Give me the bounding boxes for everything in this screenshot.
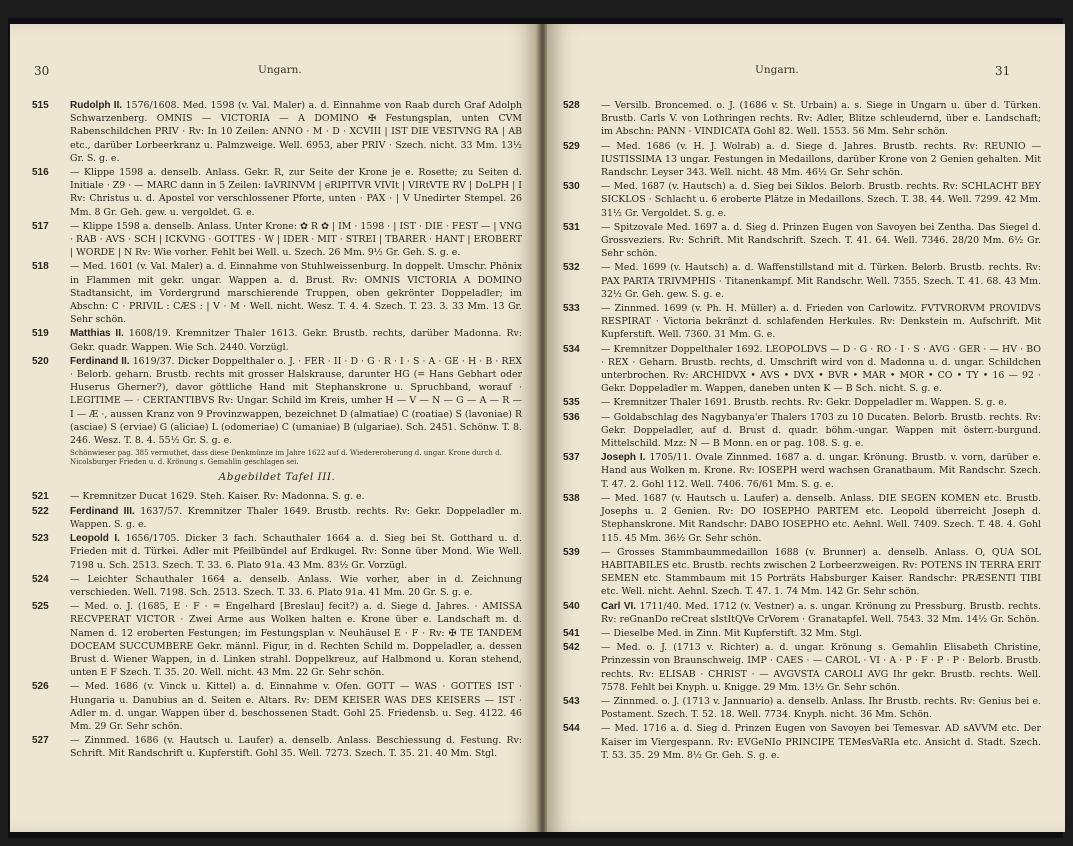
entry-text: — Grosses Stammbaummedaillon 1688 (v. Brunner) a. denselb. Anlass. O, QUA SOL HABITABILES etc. Brustb. rechts zwischen 2 Lorbeerzweigen. Rv: POTENS IN TERRA ERIT SEMEN etc. Stammbaum mit 15 Porträts Habsburger Kaiser. Randschr: PRÆSENTI TIBI etc. Well. nicht. Aehnl. Szech. T. 47. 1. 74 Mm. 142 Gr. Sehr schön. [601,546,1041,598]
entry-ruler: Leopold I. [70,533,120,545]
catalog-entry [32,734,522,760]
catalog-entry [563,343,1041,396]
catalog-entry [563,722,1041,762]
entry-number: 543 [563,695,580,707]
entry-number: 540 [563,600,580,612]
right-page [547,24,1065,832]
entry-text: 1711/40. Med. 1712 (v. Vestner) a. s. ungar. Krönung zu Pressburg. Brustb. rechts. Rv: reGnanDo reCreat sIstItQVe CrVorem · Granatapfel. Well. 7543. 32 Mm. 14½ Gr. Schön. [601,600,1041,625]
entry-number: 534 [563,343,580,355]
entry-ruler: Ferdinand III. [70,505,135,517]
right-entries [563,99,1041,763]
entry-text: — Med. 1687 (v. Hautsch u. Laufer) a. denselb. Anlass. DIE SEGEN KOMEN etc. Brustb. Josephs u. 2 Genien. Rv: DO IOSEPHO PARTEM etc. Leopold überreicht Joseph d. Stephanskrone. Mit Randschr: DABO IOSEPHO etc. Aehnl. Well. 7409. Szech. T. 48. 4. Gohl 115. 45 Mm. 36½ Gr. Sehr schön. [601,492,1041,544]
entry-text: — Med. 1716 a. d. Sieg d. Prinzen Eugen von Savoyen bei Temesvar. AD sAVVM etc. Der Kaiser im Viergespann. Rv: EVGeNIo PRINCIPE TEMesVaRIa etc. Ansicht d. Stadt. Szech. T. 53. 35. 29 Mm. 8½ Gr. Geh. S. g. e. [601,723,1041,761]
entry-text: — Med. 1686 (v. H. J. Wolrab) a. d. Siege d. Jahres. Brustb. rechts. Rv: REUNIO — IUSTISSIMA 13 ungar. Festungen in Medaillons, darüber Krone von 2 Genien gehalten. Mit Randschr. Leyser 343. Well. nicht. 48 Mm. 46½ Gr. Sehr schön. [601,140,1041,179]
catalog-entry [563,695,1041,721]
catalog-entry [32,532,522,572]
entry-number: 520 [32,355,49,367]
entry-number: 523 [32,533,49,545]
catalog-entry [563,600,1041,626]
entry-number: 517 [32,220,49,232]
entry-text: 1705/11. Ovale Zinnmed. 1687 a. d. ungar. Krönung. Brustb. v. vorn, darüber e. Hand aus Wolken m. Krone. Rv: IOSEPH werd wachsen Granatbaum. Mit Randschr. Szech. T. 47. 2. Gohl 112. Well. 7406. 76/61 Mm. S. g. e. [601,452,1041,490]
catalog-entry [563,641,1041,694]
page-number-left: 30 [34,64,50,78]
catalog-entry [32,220,522,260]
catalog-entry [563,492,1041,545]
entry-text: — Klippe 1598 a. denselb. Anlass. Gekr. R, zur Seite der Krone je e. Rosette; zu Seiten d. Initiale · Z9 · — MARC dann in 5 Zeilen: IaVRINVM | eRIPITVR VIVIt | VIRtVTE RV | DoLPH | I Rv: Christus u. d. Apostel vor verschlossener Pforte, unten · PAX · | V Unedirter Stempel. 26 Mm. 8 Gr. Geh. gew. u. vergoldet. G. e. [70,167,522,218]
entry-text: — Zinnmed. o. J. (1713 v. Jannuario) a. denselb. Anlass. Ihr Brustb. rechts. Rv: Genius bei e. Postament. Szech. T. 52. 18. Well. 7734. Knyph. nicht. 36 Mm. Schön. [601,695,1041,721]
entry-number: 544 [563,723,580,735]
entry-text: — Kremnitzer Ducat 1629. Steh. Kaiser. Rv: Madonna. S. g. e. [70,491,365,503]
entry-text: — Med. 1687 (v. Hautsch) a. d. Sieg bei Siklos. Belorb. Brustb. rechts. Rv: SCHLACHT BEY SICKLOS · Schlacht u. 6 eroberte Plätze in Medaillons. Szech. T. 38. 44. Well. 7299. 42 Mm. 31½ Gr. Vergoldet. S. g. e. [601,181,1041,219]
catalog-entry [563,99,1041,139]
entry-ruler: Matthias II. [70,328,124,340]
entry-number: 518 [32,261,49,273]
catalog-entry [563,411,1041,451]
catalog-entry [32,600,522,679]
entry-text: — Med. o. J. (1713 v. Richter) a. d. ungar. Krönung s. Gemahlin Elisabeth Christine, Prinzessin von Braunschweig. IMP · CAES · — CAROL · VI · A · P · F · P · P · Belorb. Brustb. rechts. Rv: ELISAB · CHRIST · — AVGVSTA CAROLI AVG Ihr gekr. Brustb. rechts. Well. 7578. Fehlt bei Knyph. u. Knigge. 29 Mm. 13½ Gr. Sehr schön. [601,642,1041,693]
catalog-entry [32,260,522,326]
entry-number: 515 [32,100,49,111]
entry-number: 522 [32,505,49,517]
entry-number: 542 [563,642,580,654]
entry-number: 539 [563,546,580,558]
catalog-entry [32,327,522,353]
entry-text: — Versilb. Broncemed. o. J. (1686 v. St. Urbain) a. s. Siege in Ungarn u. über d. Türken. Brustb. Carls V. von Lothringen rechts. Rv: Adler, Blitze schleudernd, über e. Landschaft; im Abschn: PANN · VINDICATA Gohl 82. Well. 1553. 56 Mm. Sehr schön. [601,100,1041,138]
plate-caption: Abgebildet Tafel III. [218,471,336,484]
entry-number: 533 [563,303,580,315]
entry-number: 528 [563,100,580,111]
catalog-entry [563,396,1041,409]
left-page [10,24,538,832]
catalog-entry [563,546,1041,599]
entry-text: — Kremnitzer Doppelthaler 1692. LEOPOLDVS — D · G · RO · I · S · AVG · GER · — HV · BO · REX · Geharn. Brustb. rechts, d. Umschrift wird von d. Madonna u. d. ungar. Schildchen unterbrochen. Rv: ARCHIDVX • AVS • DVX • BVR • MAR • MOR • CO • TY • 16 — 92 · Gekr. Doppeladler m. Wappen, daneben unten K — B Sch. nicht. S. g. e. [601,343,1041,395]
entry-number: 526 [32,681,49,693]
catalog-entry [32,573,522,599]
catalog-entry [32,505,522,531]
page-number-right: 31 [995,64,1011,78]
entry-number: 525 [32,601,49,613]
entry-text: — Med. 1601 (v. Val. Maler) a. d. Einnahme von Stuhlweissenburg. In doppelt. Umschr. Phönix in Flammen mit gekr. ungar. Wappen a. d. Brust. Rv: OMNIS VICTORIA A DOMINO Stadtansicht, im Vordergrund marschierende Truppen, oben gekrönter Doppeladler; im Abschn: C · PRIVIL : CÆS : | V · M · Well. nicht. Wesz. T. 4. 4. Szech. T. 23. 3. 33 Mm. 13 Gr. Sehr schön. [70,261,522,326]
entry-number: 530 [563,181,580,193]
entry-number: 521 [32,491,49,503]
catalog-entry [563,261,1041,301]
catalog-entry [563,627,1041,640]
footnote: Schönwieser pag. 385 vermuthet, dass diese Denkmünze im Jahre 1622 auf d. Wiedereroberung d. ungar. Krone durch d. Nicolsburger Frieden u. d. Krönung s. Gemahlin geschlagen sei. [70,449,502,467]
entry-text: — Med. 1686 (v. Vinck u. Kittel) a. d. Einnahme v. Ofen. GOTT — WAS · GOTTES IST · Hungaria u. Danubius an d. Seiten e. Altars. Rv: DEM KEISER WAS DES KEISERS — IST · Adler m. d. ungar. Wappen über d. beschossenen Stadt. Gohl 25. Friedensb. u. Seg. 4122. 46 Mm. 29 Gr. Sehr schön. [70,681,522,732]
catalog-entry [32,355,522,447]
entry-number: 538 [563,492,580,504]
entry-text: 1608/19. Kremnitzer Thaler 1613. Gekr. Brustb. rechts, darüber Madonna. Rv: Gekr. quadr. Wappen. Wie Sch. 2440. Vorzügl. [70,328,522,353]
entry-text: 1576/1608. Med. 1598 (v. Val. Maler) a. d. Einnahme von Raab durch Graf Adolph Schwarzenberg. OMNIS — VICTORIA — A DOMINO ✠ Festungsplan, unten CVM Rabenschildchen PRIV · Rv: In 10 Zeilen: ANNO · M · D · XCVIII | IST DIE VESTVNG RA | AB etc., darüber Lorbeerkranz u. Palmzweige. Well. 6953, aber PRIV · Szech. nicht. 33 Mm. 13½ Gr. S. g. e. [70,100,523,164]
running-head-left: Ungarn. [258,64,302,76]
catalog-entry [32,99,522,165]
catalog-entry [563,180,1041,220]
catalog-entry [563,451,1041,491]
entry-number: 541 [563,627,580,639]
entry-number: 529 [563,140,580,152]
catalog-entry [32,490,522,503]
entry-text: 1637/57. Kremnitzer Thaler 1649. Brustb. rechts. Rv: Gekr. Doppeladler m. Wappen. S. g. e. [70,505,522,530]
running-head-right: Ungarn. [755,64,799,76]
entry-number: 524 [32,573,49,585]
entry-number: 531 [563,221,580,233]
entry-text: — Kremnitzer Thaler 1691. Brustb. rechts. Rv: Gekr. Doppeladler m. Wappen. S. g. e. [601,397,1007,409]
entry-number: 536 [563,411,580,423]
entry-text: — Spitzovale Med. 1697 a. d. Sieg d. Prinzen Eugen von Savoyen bei Zentha. Das Siegel d. Grossveziers. Rv: Schrift. Mit Randschrift. Szech. T. 41. 64. Well. 7346. 28/20 Mm. 6½ Gr. Sehr schön. [601,221,1041,260]
catalog-entry [563,221,1041,261]
entry-ruler: Ferdinand II. [70,355,130,367]
entry-ruler: Carl VI. [601,600,637,612]
entry-text: — Goldabschlag des Nagybanya'er Thalers 1703 zu 10 Ducaten. Belorb. Brustb. rechts. Rv: Gekr. Doppeladler, auf d. Brust d. quadr. böhm.-ungar. Wappen mit österr.-burgund. Mittelschild. Mzz: N — B Monn. en or pag. 108. S. g. e. [601,411,1041,450]
catalog-entry [563,302,1041,342]
entry-text: — Dieselbe Med. in Zinn. Mit Kupferstift. 32 Mm. Stgl. [601,627,862,639]
entry-number: 527 [32,735,49,747]
entry-text: — Zinnmed. 1699 (v. Ph. H. Müller) a. d. Frieden von Carlowitz. FVTVRORVM PROVIDVS RESPIRAT · Victoria bekränzt d. schlafenden Herkules. Rv: Denkstein m. Aufschrift. Mit Kupferstift. Well. 7360. 31 Mm. G. e. [601,303,1041,341]
entry-text: 1619/37. Dicker Doppelthaler o. J. · FER · II · D · G · R · I · S · A · GE · H · B · REX · Belorb. geharn. Brustb. rechts mit grosser Halskrause, darunter HG (= Hans Gebhart oder Huserus Gherner?), davor göttliche Hand mit Stephanskrone u. Spruchband, worauf · LEGITIME — · CERTANTIBVS Rv: Ungar. Schild im Kreis, umher H — V — N — G — A — R — I — Æ ·, aussen Kranz von 9 Provinzwappen, bezeichnet D (almatiae) C (roatiae) S (lavoniae) R (asciae) S (erviae) G (aliciae) L (odomeriae) C (umaniae) B (ulgariae). Sch. 2451. Schönw. T. 8. 246. Wesz. T. 8. 4. 55½ Gr. S. g. e. [70,355,523,447]
left-entries [32,99,522,762]
catalog-entry [32,680,522,733]
entry-text: 1656/1705. Dicker 3 fach. Schauthaler 1664 a. d. Sieg bei St. Gotthard u. d. Frieden mit d. Türkei. Adler mit Pfeilbündel auf Erdkugel. Rv: Sonne über Mond. Wie Well. 7198 u. Sch. 2513. Szech. T. 33. 6. Plato 91a. 43 Mm. 83½ Gr. Vorzügl. [70,533,523,571]
catalog-entry [32,166,522,219]
entry-ruler: Joseph I. [601,452,646,464]
catalog-entry [563,140,1041,180]
entry-ruler: Rudolph II. [70,100,123,111]
entry-number: 535 [563,397,580,409]
entry-text: — Klippe 1598 a. denselb. Anlass. Unter Krone: ✿ R ✿ | IM · 1598 · | IST · DIE · FEST — | VNG · RAB · AVS · SCH | ICKVNG · GOTTES · W | IDER · MIT · STREI | TBARER · HANT | EROBERT | WORDE | N Rv: Wie vorher. Fehlt bei Well. u. Szech. 26 Mm. 9½ Gr. Geh. S. g. e. [70,220,522,259]
entry-number: 532 [563,262,580,274]
entry-text: — Leichter Schauthaler 1664 a. denselb. Anlass. Wie vorher, aber in d. Zeichnung verschieden. Well. 7198. Sch. 2513. Szech. T. 33. 6. Plato 91a. 41 Mm. 20 Gr. S. g. e. [70,573,522,598]
entry-number: 537 [563,452,580,464]
entry-text: — Med. o. J. (1685, E · F · = Engelhard [Breslau] fecit?) a. d. Siege d. Jahres. · AMISSA RECVPERAT VICTOR · Zwei Arme aus Wolken halten e. Krone über e. Landschaft m. d. Namen d. 12 eroberten Festungen; im Festungsplan v. Neuhäusel E · F · Rv: ✠ TE TANDEM DOCEAM SUCCUMBERE Gekr. männl. Figur, in d. Rechten Schild m. Doppeladler, a. dessen Brust d. Wiener Wappen, in d. Linken strahl. Doppelkreuz, auf Halbmond u. Koran stehend, unten E F Szech. T. 35. 20. Well. nicht. 43 Mm. 22 Gr. Sehr schön. [70,601,522,679]
entry-number: 519 [32,328,49,340]
entry-text: — Med. 1699 (v. Hautsch) a. d. Waffenstillstand mit d. Türken. Belorb. Brustb. rechts. Rv: PAX PARTA TRIVMPHIS · Titanenkampf. Mit Randschr. Well. 7355. Szech. T. 41. 68. 43 Mm. 32½ Gr. Geh. gew. S. g. e. [601,262,1041,300]
entry-number: 516 [32,167,49,179]
entry-text: — Zinnmed. 1686 (v. Hautsch u. Laufer) a. denselb. Anlass. Beschiessung d. Festung. Rv: Schrift. Mit Randschrift u. Kupferstift. Gohl 35. Well. 7273. Szech. T. 35. 21. 40 Mm. Stgl. [70,735,522,760]
